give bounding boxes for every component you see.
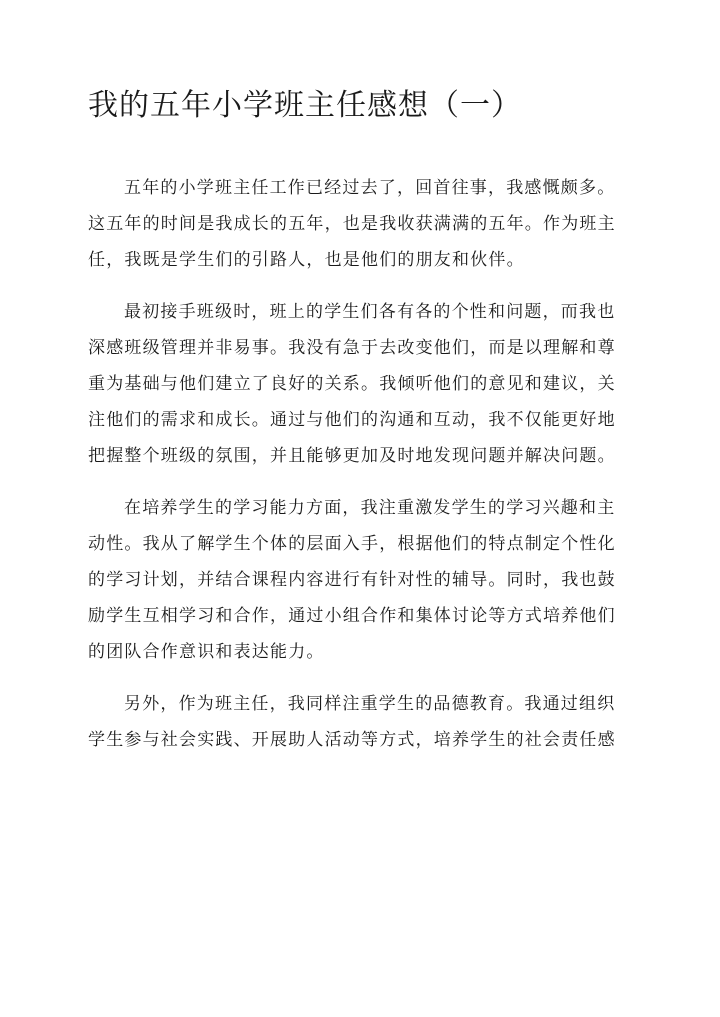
paragraph-line: 在培养学生的学习能力方面，我注重激发学生的学习兴趣和主 (124, 498, 616, 518)
paragraph-line: 学生参与社会实践、开展助人活动等方式，培养学生的社会责任感 (88, 730, 616, 750)
paragraph-line: 五年的小学班主任工作已经过去了，回首往事，我感慨颇多。 (124, 178, 616, 198)
paragraph-line: 励学生互相学习和合作，通过小组合作和集体讨论等方式培养他们 (88, 606, 616, 626)
paragraph-line: 动性。我从了解学生个体的层面入手，根据他们的特点制定个性化 (88, 534, 616, 554)
document-title: 我的五年小学班主任感想（一） (88, 88, 522, 123)
paragraph-line: 把握整个班级的氛围，并且能够更加及时地发现问题并解决问题。 (88, 446, 616, 466)
paragraph-4 (88, 686, 636, 758)
paragraph-line: 另外，作为班主任，我同样注重学生的品德教育。我通过组织 (124, 694, 616, 714)
paragraph-line: 任，我既是学生们的引路人，也是他们的朋友和伙伴。 (88, 250, 525, 270)
document-body (88, 170, 636, 774)
paragraph-line: 的学习计划，并结合课程内容进行有针对性的辅导。同时，我也鼓 (88, 570, 616, 590)
paragraph-3 (88, 490, 636, 670)
paragraph-line: 深感班级管理并非易事。我没有急于去改变他们，而是以理解和尊 (88, 338, 616, 358)
paragraph-line: 这五年的时间是我成长的五年，也是我收获满满的五年。作为班主 (88, 214, 616, 234)
paragraph-line: 重为基础与他们建立了良好的关系。我倾听他们的意见和建议，关 (88, 374, 616, 394)
paragraph-line: 最初接手班级时，班上的学生们各有各的个性和问题，而我也 (124, 302, 616, 322)
paragraph-1 (88, 170, 636, 278)
paragraph-line: 注他们的需求和成长。通过与他们的沟通和互动，我不仅能更好地 (88, 410, 616, 430)
paragraph-2 (88, 294, 636, 474)
paragraph-line: 的团队合作意识和表达能力。 (88, 642, 325, 662)
